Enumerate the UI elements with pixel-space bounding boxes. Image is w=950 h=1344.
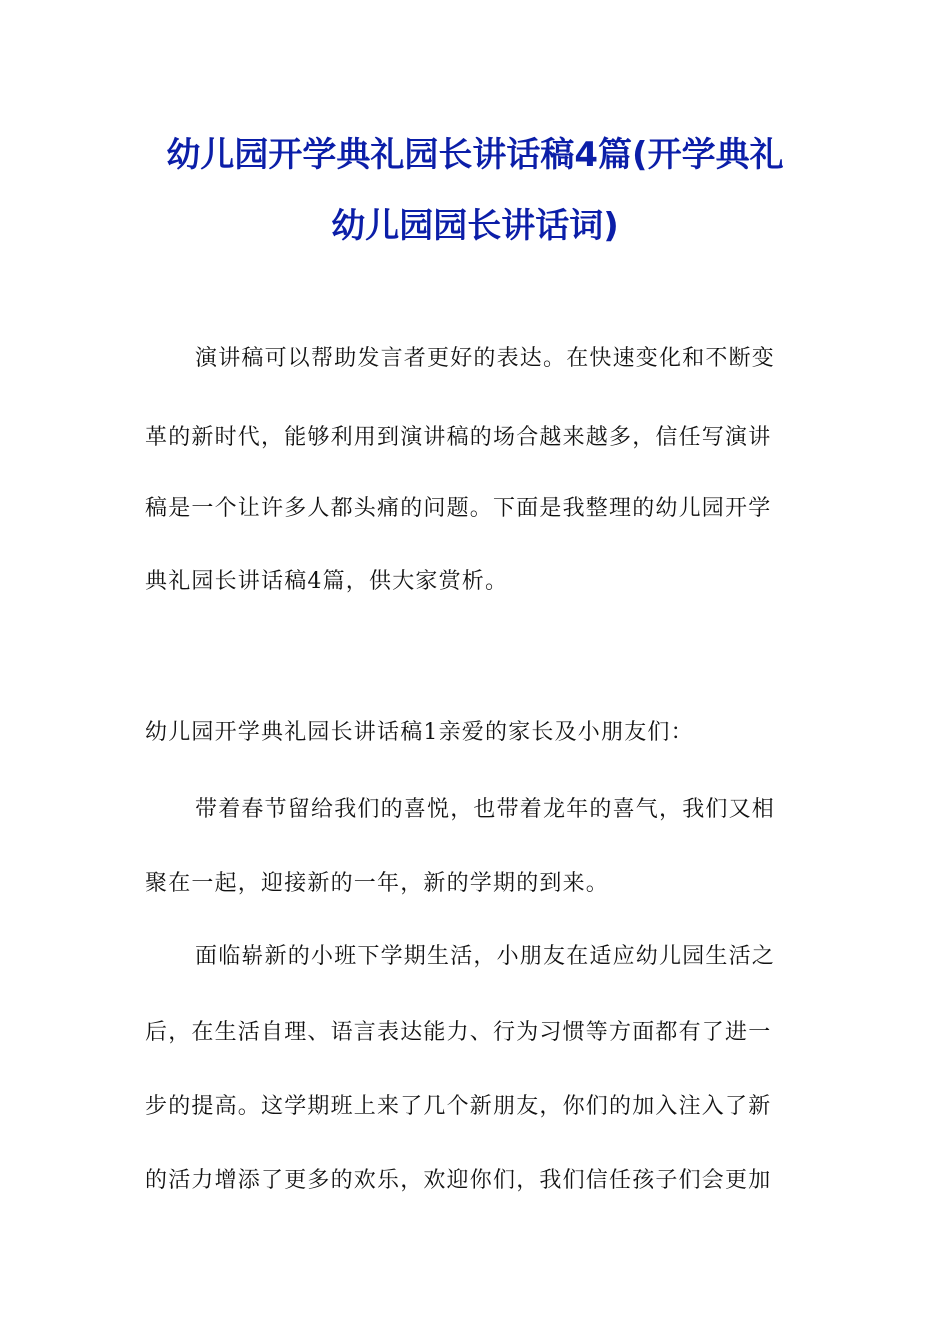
paragraph1-line-1: 带着春节留给我们的喜悦，也带着龙年的喜气，我们又相 [195,797,776,822]
paragraph2-line-1: 面临崭新的小班下学期生活，小朋友在适应幼儿园生活之 [195,944,776,969]
paragraph2-line-2: 后，在生活自理、语言表达能力、行为习惯等方面都有了进一 [145,1020,772,1045]
intro-line-1: 演讲稿可以帮助发言者更好的表达。在快速变化和不断变 [195,346,776,371]
paragraph2-line-4: 的活力增添了更多的欢乐，欢迎你们，我们信任孩子们会更加 [145,1168,772,1193]
document-title-line-1: 幼儿园开学典礼园长讲话稿4篇(开学典礼 [166,135,784,175]
intro-line-3: 稿是一个让许多人都头痛的问题。下面是我整理的幼儿园开学 [145,496,772,521]
intro-line-4: 典礼园长讲话稿4篇，供大家赏析。 [145,569,509,594]
paragraph2-line-3: 步的提高。这学期班上来了几个新朋友，你们的加入注入了新 [145,1094,772,1119]
section-heading: 幼儿园开学典礼园长讲话稿1亲爱的家长及小朋友们： [145,720,694,745]
intro-line-2: 革的新时代，能够利用到演讲稿的场合越来越多，信任写演讲 [145,425,772,450]
document-title-line-2: 幼儿园园长讲话词) [331,206,619,246]
paragraph1-line-2: 聚在一起，迎接新的一年，新的学期的到来。 [145,871,610,896]
